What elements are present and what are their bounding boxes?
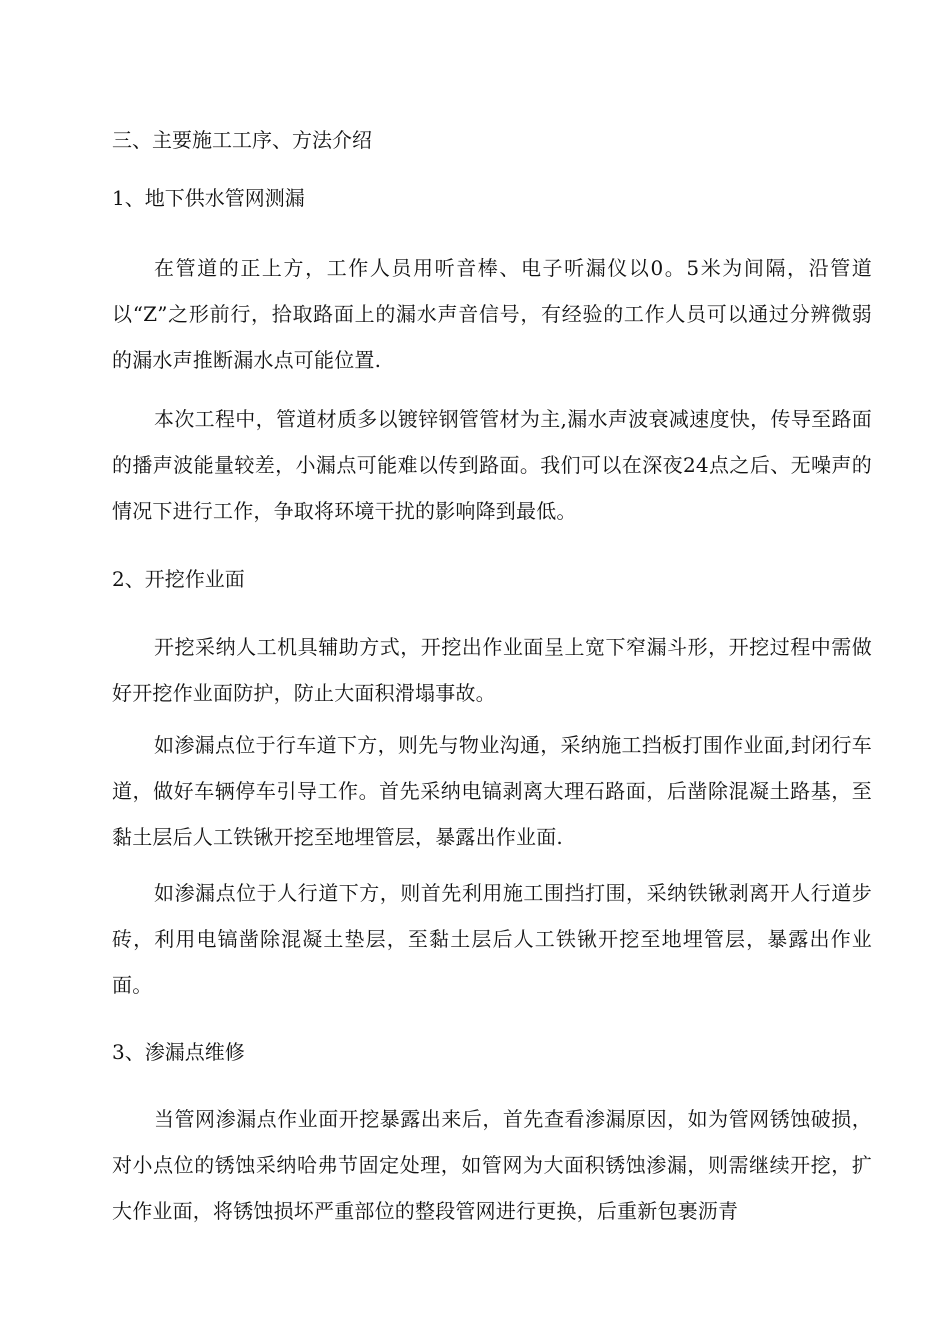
subsection-heading-2: 2、开挖作业面 [112, 567, 245, 591]
paragraph-excavation-method: 开挖采纳人工机具辅助方式，开挖出作业面呈上宽下窄漏斗形，开挖过程中需做好开挖作业面防护，防止大面积滑塌事故。 [112, 635, 872, 705]
subsection-heading-1: 1、地下供水管网测漏 [112, 186, 305, 210]
section-title: 三、主要施工工序、方法介绍 [112, 128, 372, 152]
paragraph-driveway-leak: 如渗漏点位于行车道下方，则先与物业沟通，采纳施工挡板打围作业面,封闭行车道，做好车辆停车引导工作。首先采纳电镐剥离大理石路面，后凿除混凝土路基，至黏土层后人工铁锹开挖至地埋管层，暴露出作业面. [112, 733, 872, 849]
paragraph-leak-detection: 在管道的正上方，工作人员用听音棒、电子听漏仪以0。5米为间隔，沿管道以“Z”之形前行，拾取路面上的漏水声音信号，有经验的工作人员可以通过分辨微弱的漏水声推断漏水点可能位置. [112, 256, 872, 372]
paragraph-pipe-material: 本次工程中，管道材质多以镀锌钢管管材为主,漏水声波衰减速度快，传导至路面的播声波能量较差，小漏点可能难以传到路面。我们可以在深夜24点之后、无噪声的情况下进行工作，争取将环境干扰的影响降到最低。 [112, 407, 872, 523]
subsection-heading-3: 3、渗漏点维修 [112, 1040, 245, 1064]
paragraph-leak-repair: 当管网渗漏点作业面开挖暴露出来后，首先查看渗漏原因，如为管网锈蚀破损，对小点位的锈蚀采纳哈弗节固定处理，如管网为大面积锈蚀渗漏，则需继续开挖，扩大作业面，将锈蚀损坏严重部位的整段管网进行更换，后重新包裹沥青 [112, 1107, 872, 1223]
paragraph-sidewalk-leak: 如渗漏点位于人行道下方，则首先利用施工围挡打围，采纳铁锹剥离开人行道步砖，利用电镐凿除混凝土垫层，至黏土层后人工铁锹开挖至地埋管层，暴露出作业面。 [112, 881, 872, 997]
